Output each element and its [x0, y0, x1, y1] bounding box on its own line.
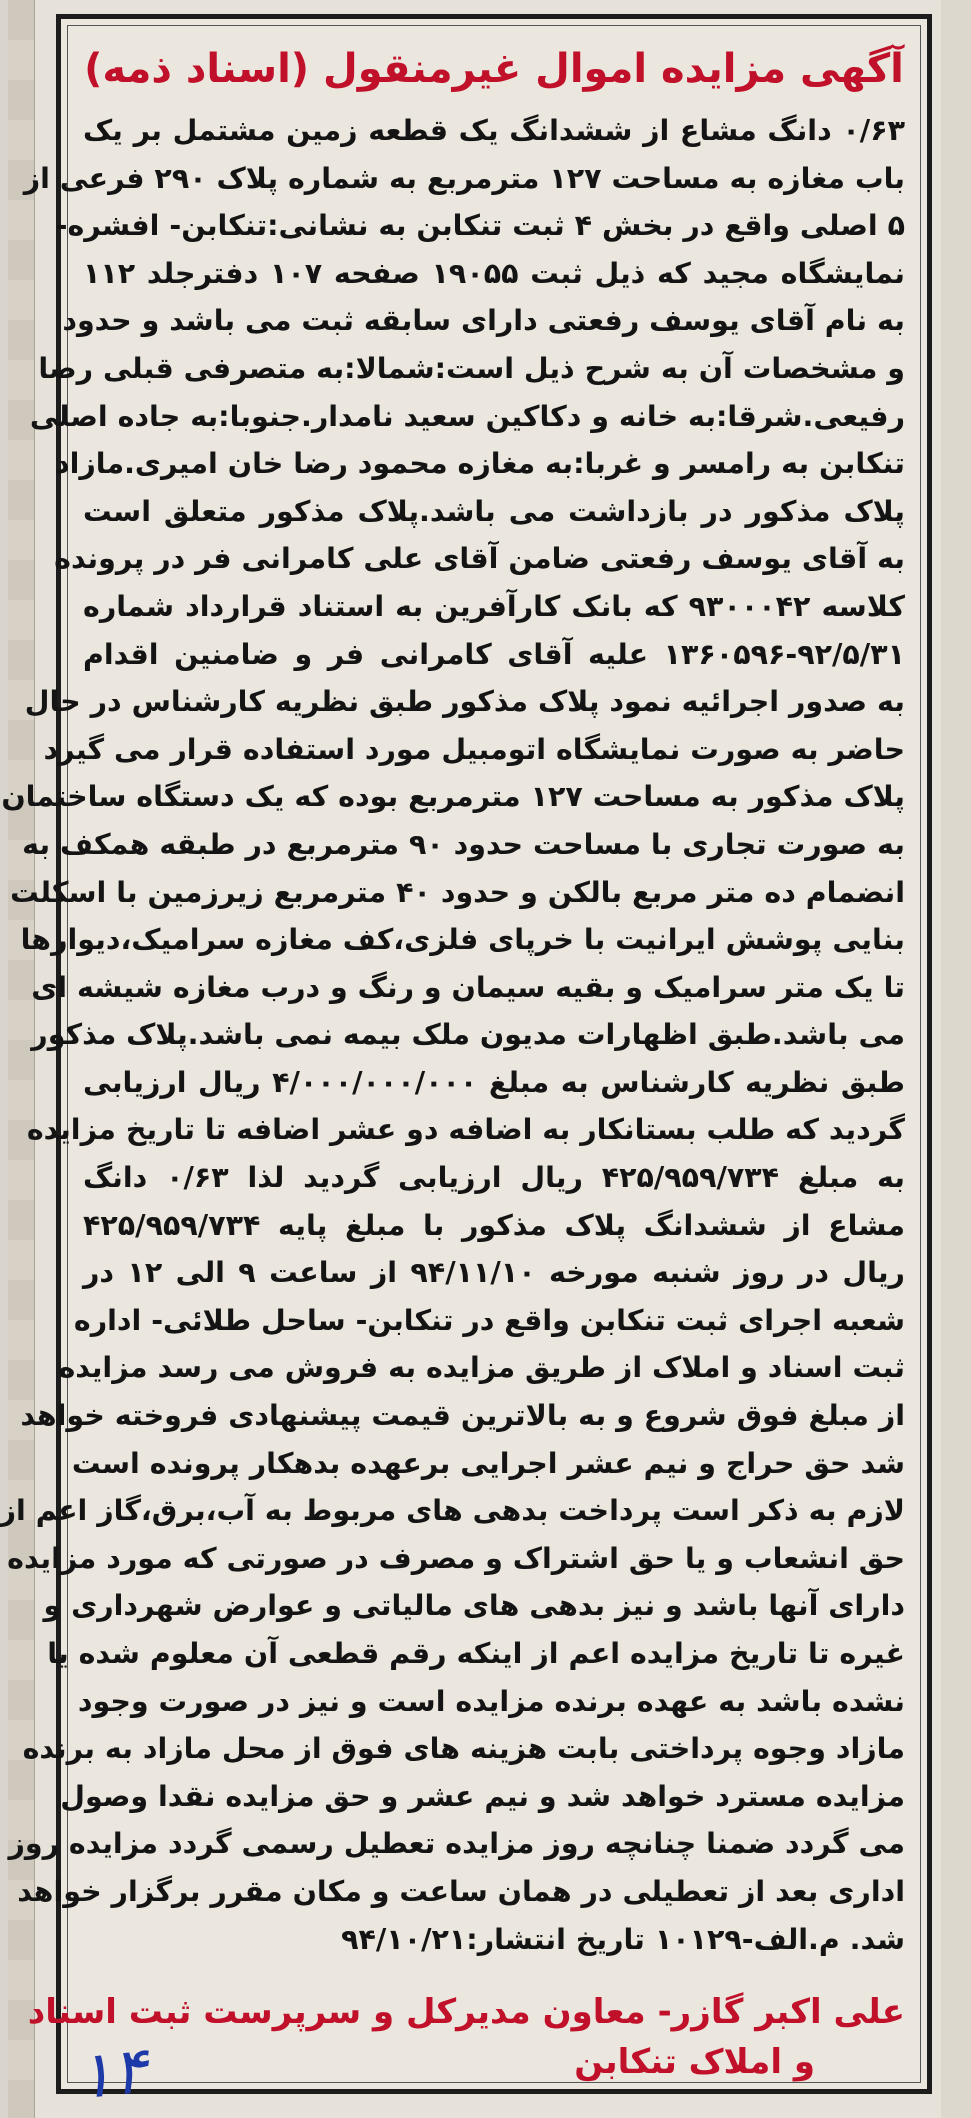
- notice-body-line: گردید که طلب بستانکار به اضافه دو عشر اضافه تا تاریخ مزایده: [26, 1113, 905, 1147]
- notice-body-line: به صورت تجاری با مساحت حدود ۹۰ مترمربع در طبقه همکف به: [22, 827, 905, 861]
- notice-body-line: به آقای یوسف رفعتی ضامن آقای علی کامرانی فر در پرونده: [54, 542, 905, 576]
- notice-body-line: طبق نظریه کارشناس به مبلغ ۴/۰۰۰/۰۰۰/۰۰۰ ریال ارزیابی: [83, 1065, 905, 1099]
- notice-body-line: بنایی پوشش ایرانیت با خرپای فلزی،کف مغازه سرامیک،دیوارها: [20, 923, 905, 957]
- notice-body-line: باب مغازه به مساحت ۱۲۷ مترمربع به شماره پلاک ۲۹۰ فرعی از: [23, 161, 905, 195]
- notice-body-line: مازاد وجوه پرداختی بابت هزینه های فوق از محل مازاد به برنده: [22, 1732, 905, 1766]
- notice-title: آگهی مزایده اموال غیرمنقول (اسناد ذمه): [84, 46, 904, 92]
- notice-body-line: حاضر به صورت نمایشگاه اتومبیل مورد استفاده قرار می گیرد: [43, 732, 905, 766]
- notice-body-line: پلاک مذکور در بازداشت می باشد.پلاک مذکور متعلق است: [83, 494, 905, 528]
- page-left-edge: [8, 0, 35, 2118]
- signature-line-2: و املاک تنکابن: [574, 2042, 815, 2082]
- notice-body-line: نمایشگاه مجید که ذیل ثبت ۱۹۰۵۵ صفحه ۱۰۷ دفترجلد ۱۱۲: [83, 256, 905, 290]
- notice-body-line: ۱۳۶۰۵۹۶-۹۲/۵/۳۱ علیه آقای کامرانی فر و ضامنین اقدام: [83, 637, 905, 671]
- notice-body-line: می گردد ضمنا چنانچه روز مزایده تعطیل رسمی گردد مزایده روز: [8, 1827, 905, 1861]
- notice-body-line: مشاع از ششدانگ پلاک مذکور با مبلغ پایه ۴۲۵/۹۵۹/۷۳۴: [83, 1208, 905, 1242]
- notice-body-line: به نام آقای یوسف رفعتی دارای سابقه ثبت می باشد و حدود: [62, 304, 905, 338]
- notice-body-line: نشده باشد به عهده برنده مزایده است و نیز در صورت وجود: [77, 1684, 905, 1718]
- notice-body-line: ۰/۶۳ دانگ مشاع از ششدانگ یک قطعه زمین مشتمل بر یک: [83, 114, 905, 147]
- notice-body-line: شعبه اجرای ثبت تنکابن واقع در تنکابن- ساحل طلائی- اداره: [73, 1303, 905, 1337]
- page-right-edge: [941, 0, 971, 2118]
- notice-body-line: شد. م.الف-۱۰۱۲۹ تاریخ انتشار:۹۴/۱۰/۲۱: [341, 1922, 905, 1956]
- notice-body-line: مزایده مسترد خواهد شد و نیم عشر و حق مزایده نقدا وصول: [60, 1779, 905, 1813]
- notice-body-line: دارای آنها باشد و نیز بدهی های مالیاتی و عوارض شهرداری و: [43, 1589, 905, 1623]
- handwritten-page-number: ۱۴: [74, 2033, 151, 2115]
- notice-body-line: رفیعی.شرقا:به خانه و دکاکین سعید نامدار.جنوبا:به جاده اصلی: [29, 399, 905, 433]
- notice-body-line: تنکابن به رامسر و غربا:به مغازه محمود رضا خان امیری.مازاد: [54, 447, 905, 481]
- notice-body-line: انضمام ده متر مربع بالکن و حدود ۴۰ مترمربع زیرزمین با اسکلت: [10, 875, 905, 909]
- notice-body-line: به مبلغ ۴۲۵/۹۵۹/۷۳۴ ریال ارزیابی گردید لذا ۰/۶۳ دانگ: [83, 1161, 905, 1195]
- notice-body-line: ریال در روز شنبه مورخه ۹۴/۱۱/۱۰ از ساعت ۹ الی ۱۲ در: [83, 1256, 905, 1290]
- notice-signature: [27, 1987, 905, 2087]
- notice-body-line: تا یک متر سرامیک و بقیه سیمان و رنگ و درب مغازه شیشه ای: [31, 970, 905, 1004]
- notice-body: [0, 107, 905, 1963]
- notice-body-line: ثبت اسناد و املاک از طریق مزایده به فروش می رسد مزایده: [58, 1351, 905, 1385]
- notice-body-line: به صدور اجرائیه نمود پلاک مذکور طبق نظریه کارشناس در حال: [24, 685, 905, 719]
- notice-body-line: پلاک مذکور به مساحت ۱۲۷ مترمربع بوده که یک دستگاه ساختمان: [1, 780, 905, 814]
- notice-body-line: ۵ اصلی واقع در بخش ۴ ثبت تنکابن به نشانی:تنکابن- افشره-: [55, 209, 905, 243]
- notice-body-line: لازم به ذکر است پرداخت بدهی های مربوط به آب،برق،گاز اعم از: [0, 1494, 905, 1528]
- notice-body-line: حق انشعاب و یا حق اشتراک و مصرف در صورتی که مورد مزایده: [7, 1541, 905, 1575]
- signature-line-1: علی اکبر گازر- معاون مدیرکل و سرپرست ثبت اسناد: [27, 1992, 905, 2032]
- notice-frame: [0, 14, 932, 2094]
- notice-body-line: و مشخصات آن به شرح ذیل است:شمالا:به متصرفی قبلی رضا: [38, 351, 905, 385]
- notice-body-line: شد حق حراج و نیم عشر اجرایی برعهده بدهکار پرونده است: [71, 1446, 905, 1480]
- notice-body-line: غیره تا تاریخ مزایده اعم از اینکه رقم قطعی آن معلوم شده یا: [47, 1637, 905, 1670]
- notice-body-line: از مبلغ فوق شروع و به بالاترین قیمت پیشنهادی فروخته خواهد: [20, 1399, 905, 1433]
- notice-body-line: می باشد.طبق اظهارات مدیون ملک بیمه نمی باشد.پلاک مذکور: [31, 1018, 905, 1052]
- notice-body-line: کلاسه ۹۳۰۰۰۴۲ که بانک کارآفرین به استناد قرارداد شماره: [83, 589, 905, 623]
- notice-body-line: اداری بعد از تعطیلی در همان ساعت و مکان مقرر برگزار خواهد: [17, 1874, 905, 1908]
